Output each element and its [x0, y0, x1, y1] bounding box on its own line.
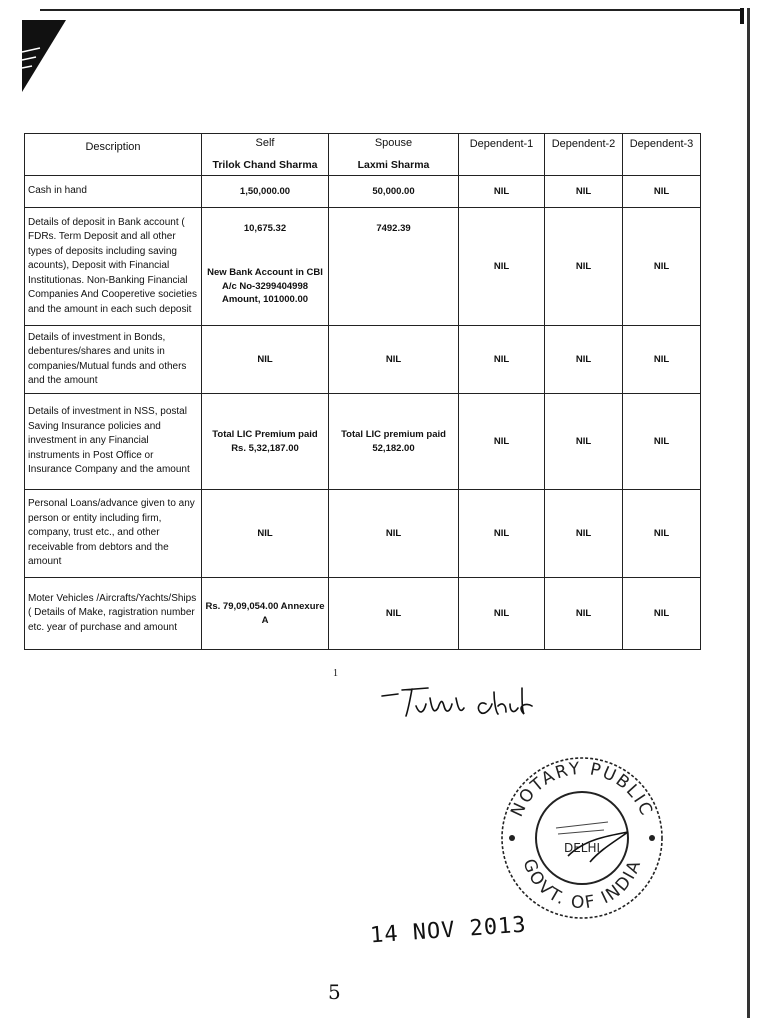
table-row-motor-vehicles	[25, 578, 701, 650]
row-description: Moter Vehicles /Aircrafts/Yachts/Ships ( Details of Make, ragistration number etc. year of purchase and amount	[25, 578, 202, 650]
scan-corner-artifact	[0, 0, 80, 100]
date-stamp: 14 NOV 2013	[369, 912, 528, 949]
header-dependent-1: Dependent-1	[459, 134, 545, 176]
dependent-3-value: NIL	[623, 208, 701, 326]
table-row-personal-loans	[25, 490, 701, 578]
self-new-bank-account: New Bank Account in CBI A/c No-3299404998 Amount, 101000.00	[207, 266, 323, 306]
header-spouse-name: Laxmi Sharma	[357, 158, 430, 171]
self-value: Rs. 79,09,054.00 Annexure A	[202, 578, 329, 650]
assets-table	[24, 133, 701, 650]
header-dependent-3: Dependent-3	[623, 134, 701, 176]
svg-text:NOTARY PUBLIC	[507, 759, 657, 820]
dependent-1-value: NIL	[459, 326, 545, 394]
table-row-nss-insurance	[25, 394, 701, 490]
dependent-3-value: NIL	[623, 394, 701, 490]
row-description: Details of deposit in Bank account ( FDRs. Term Deposit and all other types of deposits including saving acounts), Deposit with Financial Institutionas. Non-Banking Financial Companies And Cooperetive societies and the amount in each such deposit	[25, 208, 202, 326]
table-row-bank-deposits	[25, 208, 701, 326]
header-self	[202, 134, 329, 176]
row-description: Details of investment in NSS, postal Saving Insurance policies and investment in any Financial instruments in Post Office or Insurance Company and the amount	[25, 394, 202, 490]
header-spouse	[329, 134, 459, 176]
stamp-top-text: NOTARY PUBLIC	[507, 758, 657, 820]
dependent-3-value: NIL	[623, 490, 701, 578]
dependent-3-value: NIL	[623, 578, 701, 650]
spouse-value: 7492.39	[329, 208, 459, 326]
top-border-line	[40, 9, 740, 11]
header-description: Description	[25, 134, 202, 176]
dependent-1-value: NIL	[459, 176, 545, 208]
table-row-cash	[25, 176, 701, 208]
dependent-2-value: NIL	[545, 326, 623, 394]
dependent-2-value: NIL	[545, 176, 623, 208]
stamp-center-text: DELHI	[563, 841, 601, 855]
self-value: NIL	[202, 326, 329, 394]
dependent-1-value: NIL	[459, 490, 545, 578]
header-dependent-2: Dependent-2	[545, 134, 623, 176]
handwritten-signature	[376, 668, 556, 728]
stamp-bottom-text: GOVT. OF INDIA	[518, 856, 646, 914]
dependent-3-value: NIL	[623, 176, 701, 208]
header-spouse-label: Spouse	[374, 137, 413, 149]
self-value: 1,50,000.00	[202, 176, 329, 208]
self-value: Total LIC Premium paid Rs. 5,32,187.00	[202, 394, 329, 490]
spouse-value: 50,000.00	[329, 176, 459, 208]
table-row-bonds-investment	[25, 326, 701, 394]
dependent-2-value: NIL	[545, 578, 623, 650]
corner-tick-mark	[740, 8, 744, 24]
dependent-2-value: NIL	[545, 490, 623, 578]
right-border-line	[747, 8, 750, 1018]
notary-public-seal	[496, 752, 668, 924]
sheet-number: 5	[328, 980, 341, 1004]
table-header-row	[25, 134, 701, 176]
self-value: NIL	[202, 490, 329, 578]
page-number: 1	[333, 668, 338, 679]
spouse-value: NIL	[329, 578, 459, 650]
header-self-name: Trilok Chand Sharma	[212, 158, 318, 171]
spouse-value: NIL	[329, 490, 459, 578]
row-description: Cash in hand	[25, 176, 202, 208]
spouse-value: NIL	[329, 326, 459, 394]
self-value	[202, 208, 329, 326]
dependent-1-value: NIL	[459, 578, 545, 650]
dependent-1-value: NIL	[459, 394, 545, 490]
dependent-3-value: NIL	[623, 326, 701, 394]
dependent-2-value: NIL	[545, 394, 623, 490]
header-self-label: Self	[255, 137, 275, 149]
dependent-1-value: NIL	[459, 208, 545, 326]
row-description: Personal Loans/advance given to any person or entity including firm, company, trust etc., and other receivable from debtors and the amount	[25, 490, 202, 578]
row-description: Details of investment in Bonds, debentures/shares and units in companies/Mutual funds and others and the amount	[25, 326, 202, 394]
self-deposit-amount: 10,675.32	[243, 223, 287, 235]
dependent-2-value: NIL	[545, 208, 623, 326]
spouse-value: Total LIC premium paid 52,182.00	[329, 394, 459, 490]
